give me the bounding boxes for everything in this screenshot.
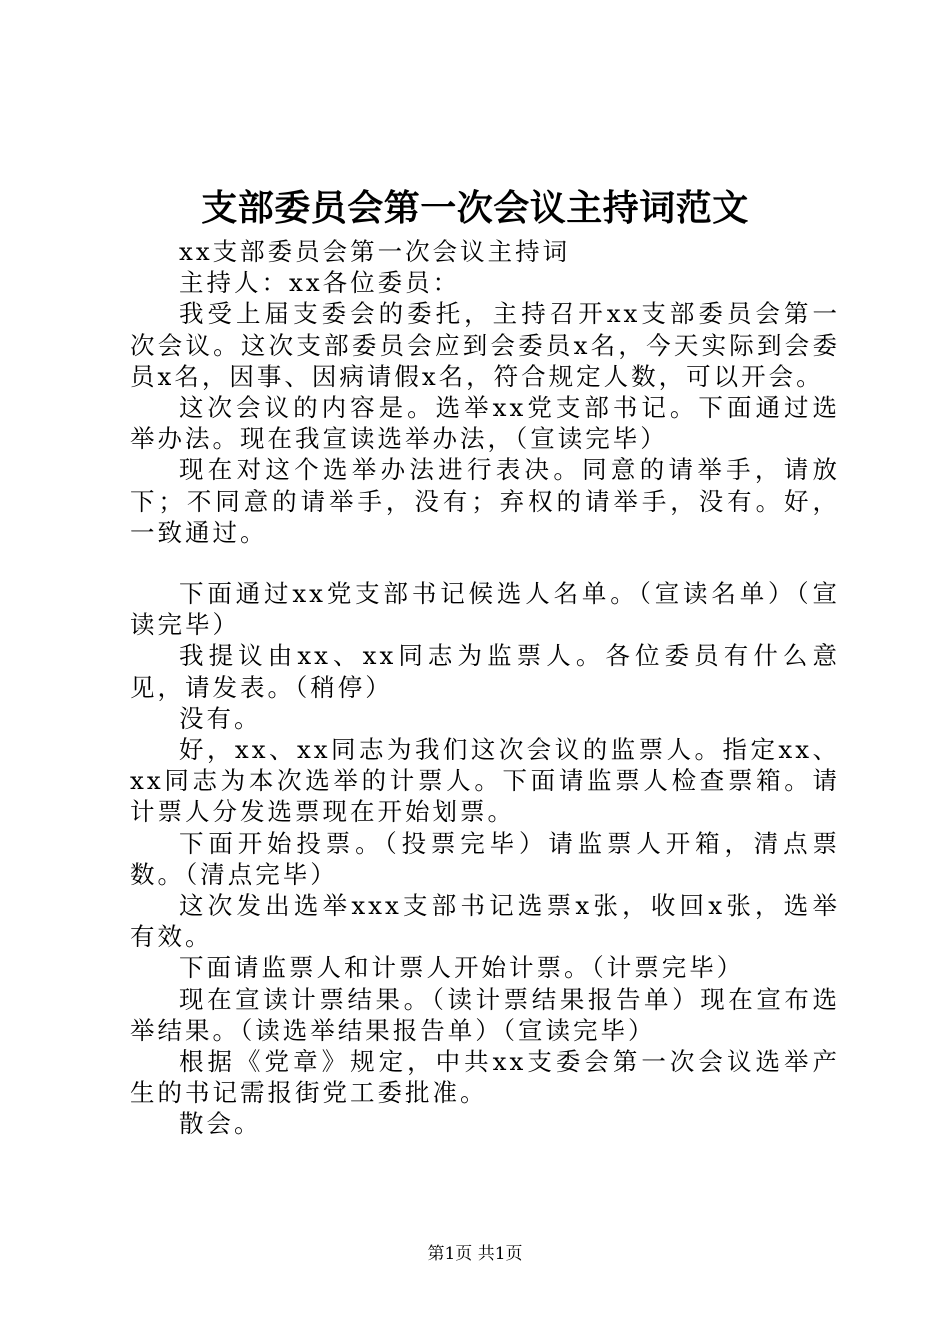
paragraph-announce-results: 现在宣读计票结果。（读计票结果报告单）现在宣布选举结果。（读选举结果报告单）（宣读完毕） <box>130 984 840 1045</box>
paragraph-vote-method: 现在对这个选举办法进行表决。同意的请举手，请放下；不同意的请举手，没有；弃权的请举手，没有。好，一致通过。 <box>130 455 840 547</box>
paragraph-ballot-count: 这次发出选举xxx支部书记选票x张，收回x张，选举有效。 <box>130 891 840 952</box>
paragraph-start-voting: 下面开始投票。（投票完毕）请监票人开箱，清点票数。（清点完毕） <box>130 828 840 889</box>
paragraph-opening: 我受上届支委会的委托，主持召开xx支部委员会第一次会议。这次支部委员会应到会委员x名，今天实际到会委员x名，因事、因病请假x名，符合规定人数，可以开会。 <box>130 299 840 391</box>
document-title: 支部委员会第一次会议主持词范文 <box>201 187 749 229</box>
paragraph-host: 主持人：xx各位委员： <box>179 268 461 298</box>
paragraph-heading: xx支部委员会第一次会议主持词 <box>179 237 571 266</box>
paragraph-assign-counters: 好，xx、xx同志为我们这次会议的监票人。指定xx、xx同志为本次选举的计票人。下面请监票人检查票箱。请计票人分发选票现在开始划票。 <box>130 735 840 827</box>
paragraph-spacer <box>130 548 840 578</box>
document-body <box>130 236 840 1140</box>
paragraph-start-counting: 下面请监票人和计票人开始计票。（计票完毕） <box>179 953 745 983</box>
paragraph-candidates: 下面通过xx党支部书记候选人名单。（宣读名单）（宣读完毕） <box>130 579 840 640</box>
paragraph-approval: 根据《党章》规定，中共xx支委会第一次会议选举产生的书记需报街党工委批准。 <box>130 1047 840 1108</box>
paragraph-no-objection: 没有。 <box>179 703 262 733</box>
paragraph-agenda: 这次会议的内容是。选举xx党支部书记。下面通过选举办法。现在我宣读选举办法，（宣读完毕） <box>130 393 840 454</box>
paragraph-adjourn: 散会。 <box>179 1109 262 1139</box>
paragraph-propose-monitors: 我提议由xx、xx同志为监票人。各位委员有什么意见，请发表。（稍停） <box>130 641 840 702</box>
page-number-footer: 第1页 共1页 <box>427 1244 523 1264</box>
